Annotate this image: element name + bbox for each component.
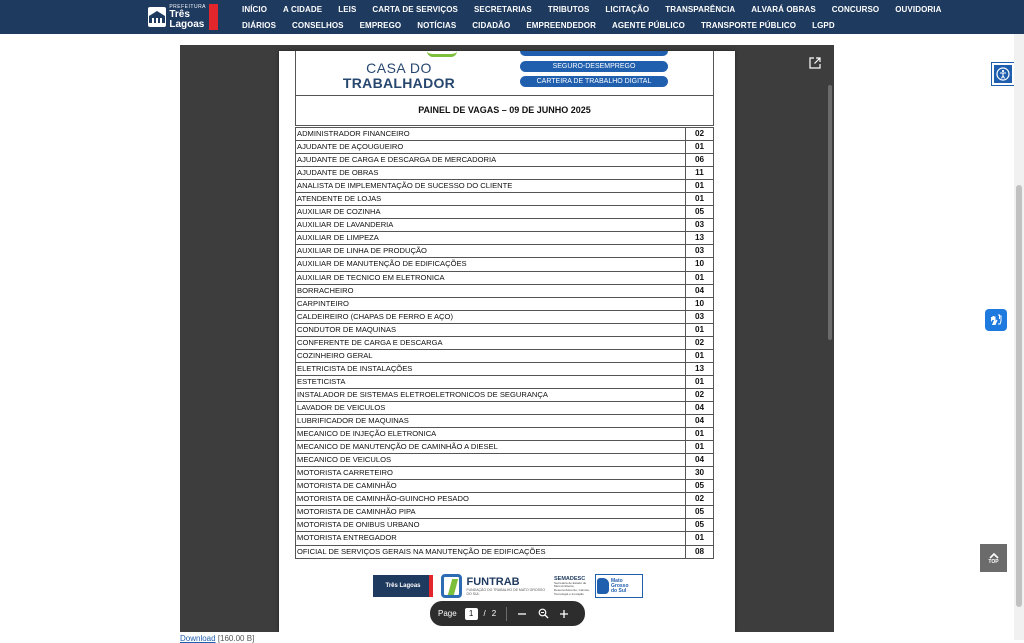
job-title-cell: CONFERENTE DE CARGA E DESCARGA bbox=[296, 336, 686, 349]
nav-item-cidadao[interactable]: CIDADÃO bbox=[472, 21, 511, 30]
table-row bbox=[296, 180, 714, 193]
job-title-cell: MOTORISTA ENTREGADOR bbox=[296, 532, 686, 545]
table-row bbox=[296, 388, 714, 401]
vacancy-count-cell: 01 bbox=[686, 180, 714, 193]
nav-item-licitacao[interactable]: LICITAÇÃO bbox=[605, 5, 650, 14]
job-title-cell: COZINHEIRO GERAL bbox=[296, 349, 686, 362]
funtrab-subtitle: FUNDAÇÃO DO TRABALHO DE MATO GROSSO DO SUL bbox=[466, 588, 546, 596]
nav-item-leis[interactable]: LEIS bbox=[338, 5, 357, 14]
total-pages: 2 bbox=[491, 609, 497, 618]
table-row bbox=[296, 493, 714, 506]
vacancy-count-cell: 01 bbox=[686, 323, 714, 336]
job-title-cell: MECANICO DE VEICULOS bbox=[296, 454, 686, 467]
semadesc-name: SEMADESC bbox=[554, 575, 586, 582]
job-title-cell: CONDUTOR DE MAQUINAS bbox=[296, 323, 686, 336]
job-title-cell: AUXILIAR DE LINHA DE PRODUÇÃO bbox=[296, 245, 686, 258]
vacancy-count-cell: 06 bbox=[686, 154, 714, 167]
city-emblem-icon bbox=[148, 7, 166, 27]
job-title-cell: MOTORISTA DE CAMINHÃO-GUINCHO PESADO bbox=[296, 493, 686, 506]
vacancy-count-cell: 01 bbox=[686, 441, 714, 454]
download-size: [160.00 B] bbox=[217, 634, 255, 643]
funtrab-mark-icon bbox=[441, 574, 462, 598]
table-row bbox=[296, 401, 714, 414]
job-title-cell: MECANICO DE INJEÇÃO ELETRONICA bbox=[296, 428, 686, 441]
table-row bbox=[296, 245, 714, 258]
nav-item-agente-publico[interactable]: AGENTE PÚBLICO bbox=[611, 21, 685, 30]
table-row bbox=[296, 258, 714, 271]
job-title-cell: ANALISTA DE IMPLEMENTAÇÃO DE SUCESSO DO CLIENTE bbox=[296, 180, 686, 193]
table-row bbox=[296, 284, 714, 297]
table-row bbox=[296, 141, 714, 154]
table-row bbox=[296, 480, 714, 493]
fit-zoom-button[interactable] bbox=[536, 606, 551, 622]
nav-item-lgpd[interactable]: LGPD bbox=[812, 21, 835, 30]
vacancy-count-cell: 10 bbox=[686, 258, 714, 271]
table-row bbox=[296, 415, 714, 428]
hands-icon bbox=[989, 313, 1003, 327]
table-row bbox=[296, 167, 714, 180]
logo-prefix: PREFEITURA bbox=[169, 3, 207, 10]
casa-line2: TRABALHADOR bbox=[342, 75, 456, 91]
accessibility-icon bbox=[996, 67, 1010, 81]
ms-map-icon bbox=[597, 578, 609, 594]
pill-carteira-digital: CARTEIRA DE TRABALHO DIGITAL bbox=[520, 76, 668, 87]
vacancy-count-cell: 02 bbox=[686, 493, 714, 506]
table-row bbox=[296, 545, 714, 558]
nav-item-conselhos[interactable]: CONSELHOS bbox=[292, 21, 344, 30]
table-row bbox=[296, 428, 714, 441]
job-title-cell: AUXILIAR DE TECNICO EM ELETRONICA bbox=[296, 271, 686, 284]
open-external-icon bbox=[809, 57, 821, 69]
service-pill-top bbox=[520, 51, 668, 56]
vacancy-count-cell: 03 bbox=[686, 245, 714, 258]
job-title-cell: AUXILIAR DE LAVANDERIA bbox=[296, 219, 686, 232]
vacancy-count-cell: 04 bbox=[686, 284, 714, 297]
vacancy-count-cell: 13 bbox=[686, 362, 714, 375]
nav-item-concurso[interactable]: CONCURSO bbox=[831, 5, 880, 14]
ms-government-logo bbox=[595, 574, 643, 598]
job-title-cell: LAVADOR DE VEICULOS bbox=[296, 401, 686, 414]
vacancy-count-cell: 01 bbox=[686, 193, 714, 206]
pdf-viewer[interactable] bbox=[180, 45, 834, 632]
header-divider bbox=[295, 95, 714, 96]
job-title-cell: INSTALADOR DE SISTEMAS ELETROELETRONICOS DE SEGURANÇA bbox=[296, 388, 686, 401]
vacancy-count-cell: 04 bbox=[686, 401, 714, 414]
job-title-cell: ADMINISTRADOR FINANCEIRO bbox=[296, 128, 686, 141]
vacancy-count-cell: 05 bbox=[686, 519, 714, 532]
back-to-top-label: TOP bbox=[988, 558, 999, 565]
table-row bbox=[296, 467, 714, 480]
top-navbar bbox=[0, 0, 1024, 34]
job-title-cell: BORRACHEIRO bbox=[296, 284, 686, 297]
job-title-cell: MOTORISTA DE ONIBUS URBANO bbox=[296, 519, 686, 532]
nav-item-diarios[interactable]: DIÁRIOS bbox=[242, 21, 277, 30]
plus-icon bbox=[559, 609, 569, 619]
job-title-cell: OFICIAL DE SERVIÇOS GERAIS NA MANUTENÇÃO DE EDIFICAÇÕES bbox=[296, 545, 686, 558]
ms-line3: do Sul bbox=[611, 587, 627, 594]
table-row bbox=[296, 206, 714, 219]
footer-logos bbox=[373, 571, 643, 601]
vacancy-count-cell: 03 bbox=[686, 219, 714, 232]
nav-item-alvara-obras[interactable]: ALVARÁ OBRAS bbox=[751, 5, 816, 14]
footer-prefeitura-logo bbox=[373, 575, 433, 597]
table-row bbox=[296, 532, 714, 545]
download-link[interactable]: Download bbox=[180, 634, 216, 643]
nav-item-noticias[interactable]: NOTÍCIAS bbox=[417, 21, 457, 30]
table-row bbox=[296, 323, 714, 336]
nav-item-transparencia[interactable]: TRANSPARÊNCIA bbox=[665, 5, 736, 14]
nav-row-primary bbox=[234, 5, 949, 14]
vacancy-count-cell: 01 bbox=[686, 271, 714, 284]
nav-row-secondary bbox=[234, 21, 843, 30]
nav-item-inicio[interactable]: INÍCIO bbox=[242, 5, 268, 14]
job-title-cell: ESTETICISTA bbox=[296, 375, 686, 388]
table-row bbox=[296, 271, 714, 284]
sign-language-button[interactable] bbox=[985, 309, 1007, 331]
table-row bbox=[296, 219, 714, 232]
vacancy-count-cell: 13 bbox=[686, 232, 714, 245]
job-title-cell: AJUDANTE DE OBRAS bbox=[296, 167, 686, 180]
vacancy-count-cell: 01 bbox=[686, 375, 714, 388]
job-title-cell: AUXILIAR DE MANUTENÇÃO DE EDIFICAÇÕES bbox=[296, 258, 686, 271]
table-row bbox=[296, 128, 714, 141]
magnifier-icon bbox=[538, 608, 549, 619]
vacancy-count-cell: 04 bbox=[686, 454, 714, 467]
vacancy-count-cell: 30 bbox=[686, 467, 714, 480]
pdf-toolbar bbox=[430, 601, 585, 626]
vacancy-count-cell: 05 bbox=[686, 506, 714, 519]
job-title-cell: ELETRICISTA DE INSTALAÇÕES bbox=[296, 362, 686, 375]
nav-item-empreendedor[interactable]: EMPREENDEDOR bbox=[526, 21, 596, 30]
vacancy-count-cell: 01 bbox=[686, 349, 714, 362]
vacancy-count-cell: 04 bbox=[686, 415, 714, 428]
footer-pref-name: Três Lagoas bbox=[385, 583, 421, 589]
table-row bbox=[296, 441, 714, 454]
job-title-cell: MECANICO DE MANUTENÇÃO DE CAMINHÃO A DIESEL bbox=[296, 441, 686, 454]
open-in-new-window-button[interactable] bbox=[804, 53, 826, 73]
job-title-cell: MOTORISTA DE CAMINHÃO PIPA bbox=[296, 506, 686, 519]
zoom-in-button[interactable] bbox=[556, 606, 571, 622]
semadesc-subtitle: Secretaria de Estado de Meio Ambiente, Desenvolvimento, Ciência, Tecnologia e Inovação bbox=[554, 580, 590, 596]
toolbar-divider bbox=[506, 607, 507, 621]
job-title-cell: AJUDANTE DE CARGA E DESCARGA DE MERCADORIA bbox=[296, 154, 686, 167]
table-row bbox=[296, 349, 714, 362]
funtrab-logo bbox=[441, 574, 546, 598]
table-row bbox=[296, 310, 714, 323]
table-row bbox=[296, 506, 714, 519]
job-title-cell: LUBRIFICADOR DE MAQUINAS bbox=[296, 415, 686, 428]
vacancy-count-cell: 10 bbox=[686, 297, 714, 310]
job-title-cell: CALDEIREIRO (CHAPAS DE FERRO E AÇO) bbox=[296, 310, 686, 323]
ms-line1: Mato bbox=[611, 577, 623, 584]
casa-line1: CASA DO bbox=[366, 60, 432, 76]
vacancy-count-cell: 01 bbox=[686, 141, 714, 154]
page-label: Page bbox=[438, 609, 457, 618]
page-number-input[interactable]: 1 bbox=[465, 608, 478, 620]
vacancy-count-cell: 01 bbox=[686, 428, 714, 441]
job-title-cell: MOTORISTA CARRETEIRO bbox=[296, 467, 686, 480]
table-row bbox=[296, 193, 714, 206]
table-row bbox=[296, 519, 714, 532]
accessibility-button[interactable] bbox=[992, 63, 1014, 85]
logo-red-stripe bbox=[209, 4, 218, 30]
vacancy-count-cell: 05 bbox=[686, 480, 714, 493]
prefeitura-logo[interactable] bbox=[148, 4, 218, 30]
logo-city-name: Três Lagoas bbox=[169, 8, 205, 30]
table-row bbox=[296, 375, 714, 388]
page-scrollbar-thumb[interactable] bbox=[1016, 185, 1022, 607]
nav-item-tributos[interactable]: TRIBUTOS bbox=[547, 5, 590, 14]
back-to-top-button[interactable] bbox=[980, 544, 1007, 572]
casa-do-trabalhador-logo bbox=[309, 55, 489, 90]
pdf-page bbox=[279, 51, 735, 632]
table-row bbox=[296, 232, 714, 245]
job-title-cell: MOTORISTA DE CAMINHÃO bbox=[296, 480, 686, 493]
semadesc-logo bbox=[554, 574, 643, 598]
vacancy-count-cell: 02 bbox=[686, 128, 714, 141]
table-row bbox=[296, 297, 714, 310]
vacancy-count-cell: 08 bbox=[686, 545, 714, 558]
funtrab-name: FUNTRAB bbox=[466, 576, 520, 588]
table-row bbox=[296, 154, 714, 167]
ms-line2: Grosso bbox=[611, 582, 629, 589]
page-separator: / bbox=[483, 609, 486, 618]
nav-item-ouvidoria[interactable]: OUVIDORIA bbox=[895, 5, 942, 14]
nav-item-transporte-publico[interactable]: TRANSPORTE PÚBLICO bbox=[700, 21, 797, 30]
chevron-up-icon bbox=[989, 552, 999, 559]
document-title: PAINEL DE VAGAS – 09 DE JUNHO 2025 bbox=[418, 105, 591, 115]
zoom-out-button[interactable] bbox=[515, 606, 530, 622]
job-title-cell: CARPINTEIRO bbox=[296, 297, 686, 310]
minus-icon bbox=[517, 609, 527, 619]
table-row bbox=[296, 454, 714, 467]
vacancy-count-cell: 01 bbox=[686, 532, 714, 545]
nav-item-secretarias[interactable]: SECRETARIAS bbox=[473, 5, 532, 14]
vacancy-count-cell: 03 bbox=[686, 310, 714, 323]
casa-roof-icon bbox=[427, 51, 457, 57]
pill-seguro-desemprego: SEGURO-DESEMPREGO bbox=[520, 61, 668, 72]
download-line bbox=[180, 634, 254, 643]
job-title-cell: AJUDANTE DE AÇOUGUEIRO bbox=[296, 141, 686, 154]
vacancies-table bbox=[295, 127, 714, 559]
nav-item-a-cidade[interactable]: A CIDADE bbox=[283, 5, 323, 14]
nav-item-emprego[interactable]: EMPREGO bbox=[359, 21, 402, 30]
nav-item-carta-de-servicos[interactable]: CARTA DE SERVIÇOS bbox=[372, 5, 458, 14]
vacancy-count-cell: 02 bbox=[686, 388, 714, 401]
table-row bbox=[296, 336, 714, 349]
viewer-scrollbar[interactable] bbox=[828, 85, 832, 340]
job-title-cell: AUXILIAR DE LIMPEZA bbox=[296, 232, 686, 245]
job-title-cell: ATENDENTE DE LOJAS bbox=[296, 193, 686, 206]
vacancy-count-cell: 02 bbox=[686, 336, 714, 349]
table-row bbox=[296, 362, 714, 375]
job-title-cell: AUXILIAR DE COZINHA bbox=[296, 206, 686, 219]
vacancy-count-cell: 11 bbox=[686, 167, 714, 180]
vacancy-count-cell: 05 bbox=[686, 206, 714, 219]
